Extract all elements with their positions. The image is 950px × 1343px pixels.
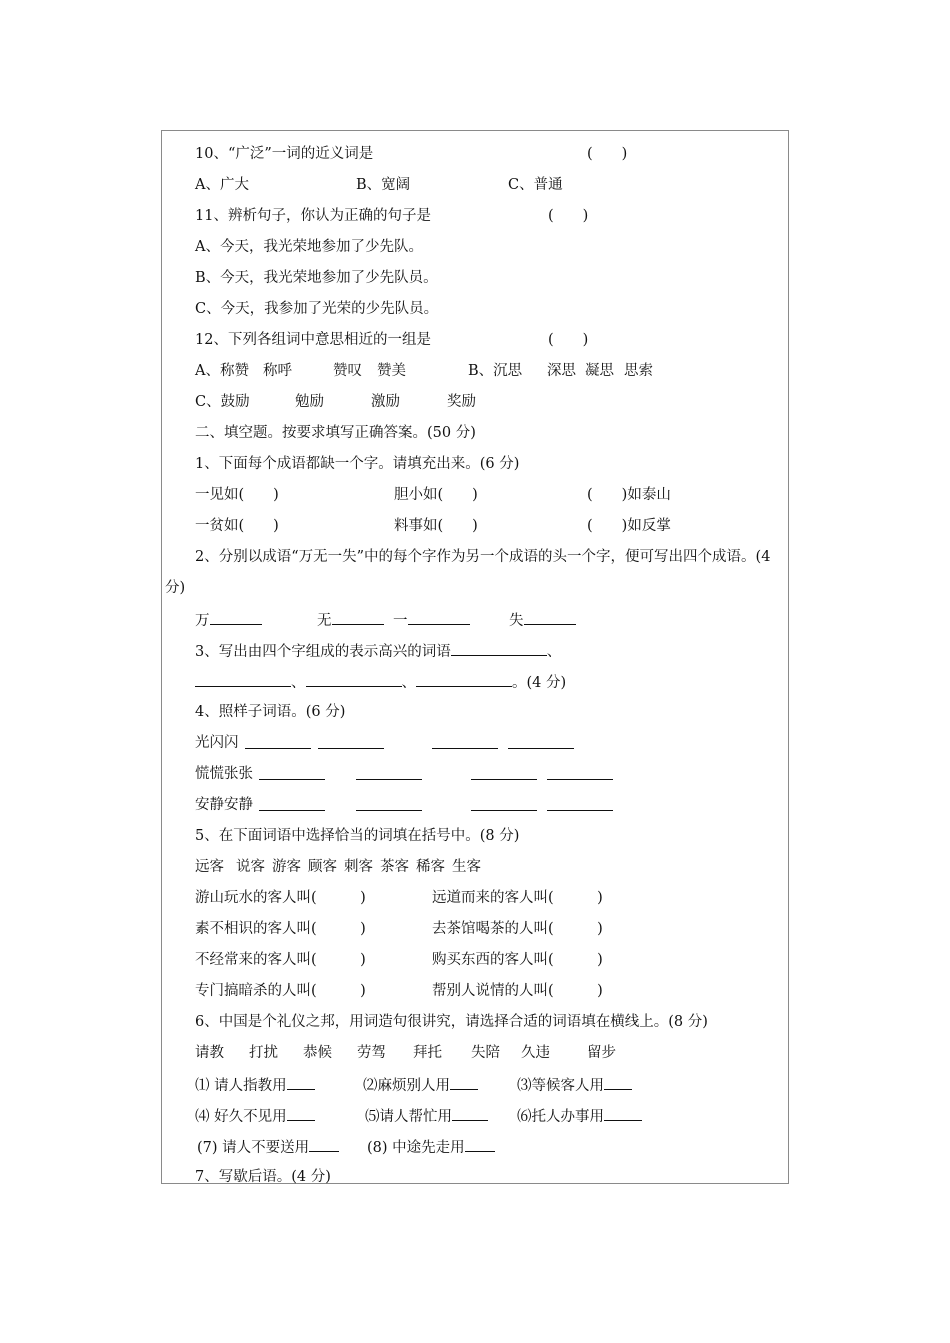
answer-line (471, 765, 537, 785)
idiom-blank: 一见如( ) (195, 487, 279, 503)
definition-blank: 专门搞暗杀的人叫( ) (195, 983, 366, 999)
example-word: 安静安静 (195, 797, 253, 813)
usage-blank: (7) 请人不要送用 (197, 1137, 339, 1157)
word: 茶客 (380, 859, 409, 875)
answer-line (471, 796, 537, 816)
fill-2-stem-cont: 分) (165, 580, 186, 596)
fill-3-stem: 3、写出由四个字组成的表示高兴的词语 、 (195, 641, 561, 661)
answer-line (432, 734, 498, 754)
example-word: 光闪闪 (195, 735, 239, 751)
answer-line (547, 765, 613, 785)
answer-line (547, 796, 613, 816)
word: 远客 (195, 859, 224, 875)
option-word: 深思 (547, 363, 576, 379)
idiom-start: 无 (317, 610, 384, 630)
fill-6-stem: 6、中国是个礼仪之邦，用词造句很讲究，请选择合适的词语填在横线上。(8 分) (195, 1014, 708, 1030)
option-a: A、广大 (195, 177, 249, 193)
usage-blank: ⑶等候客人用 (517, 1075, 632, 1095)
idiom-blank: ( )如反掌 (587, 518, 671, 534)
fill-2-stem: 2、分别以成语“万无一失”中的每个字作为另一个成语的头一个字，便可写出四个成语。(4 (195, 549, 771, 565)
fill-4-stem: 4、照样子词语。(6 分) (195, 704, 346, 720)
example-word: 慌慌张张 (195, 766, 253, 782)
word-bank-item: 劳驾 (357, 1045, 386, 1061)
option-b: B、今天，我光荣地参加了少先队员。 (195, 270, 438, 286)
word: 生客 (452, 859, 481, 875)
section-title: 二、填空题。按要求填写正确答案。(50 分) (195, 425, 476, 441)
idiom-blank: 一贫如( ) (195, 518, 279, 534)
answer-line (356, 796, 422, 816)
word-bank-item: 拜托 (413, 1045, 442, 1061)
idiom-start: 万 (195, 610, 262, 630)
option-b: B、宽阔 (356, 177, 411, 193)
idiom-blank: ( )如泰山 (587, 487, 671, 503)
question-10-stem: 10、“广泛”一词的近义词是 (195, 146, 374, 162)
option-c: C、普通 (508, 177, 563, 193)
definition-blank: 远道而来的客人叫( ) (432, 890, 603, 906)
idiom-blank: 料事如( ) (394, 518, 478, 534)
usage-blank: ⑷ 好久不见用 (195, 1106, 315, 1126)
option-word: 凝思 (585, 363, 614, 379)
fill-3-blanks: 、 、 。(4 分) (195, 672, 566, 692)
word-bank-item: 请教 (195, 1045, 224, 1061)
usage-blank: ⑵麻烦别人用 (363, 1075, 478, 1095)
word: 稀客 (416, 859, 445, 875)
definition-blank: 素不相识的客人叫( ) (195, 921, 366, 937)
fill-7-stem: 7、写歇后语。(4 分) (195, 1169, 331, 1185)
definition-blank: 不经常来的客人叫( ) (195, 952, 366, 968)
idiom-start: 一 (393, 610, 470, 630)
option-word: 赞美 (377, 363, 406, 379)
usage-blank: (8) 中途先走用 (367, 1137, 495, 1157)
option-c: C、今天，我参加了光荣的少先队员。 (195, 301, 439, 317)
answer-line (259, 765, 325, 785)
option-word: 勉励 (295, 394, 324, 410)
answer-line (245, 734, 311, 754)
usage-blank: ⑸请人帮忙用 (365, 1106, 488, 1126)
word-bank-item: 留步 (587, 1045, 616, 1061)
answer-line (318, 734, 384, 754)
fill-1-stem: 1、下面每个成语都缺一个字。请填充出来。(6 分) (195, 456, 520, 472)
fill-5-stem: 5、在下面词语中选择恰当的词填在括号中。(8 分) (195, 828, 520, 844)
answer-line (508, 734, 574, 754)
word-bank-item: 恭候 (303, 1045, 332, 1061)
option-word: 思索 (624, 363, 653, 379)
definition-blank: 帮别人说情的人叫( ) (432, 983, 603, 999)
definition-blank: 购买东西的客人叫( ) (432, 952, 603, 968)
word-bank-item: 久违 (521, 1045, 550, 1061)
word: 说客 (236, 859, 265, 875)
option-word: 奖励 (447, 394, 476, 410)
answer-paren: ( ) (548, 208, 589, 224)
idiom-start: 失 (509, 610, 576, 630)
word-bank (195, 858, 481, 876)
word-bank-item: 失陪 (471, 1045, 500, 1061)
word: 游客 (272, 859, 301, 875)
option-word: 称呼 (263, 363, 292, 379)
usage-blank: ⑹托人办事用 (517, 1106, 642, 1126)
answer-paren: ( ) (587, 146, 628, 162)
option-word: C、鼓励 (195, 394, 250, 410)
definition-blank: 游山玩水的客人叫( ) (195, 890, 366, 906)
word-bank-item: 打扰 (249, 1045, 278, 1061)
answer-line (259, 796, 325, 816)
option-a: A、今天，我光荣地参加了少先队。 (195, 239, 423, 255)
option-word: 赞叹 (333, 363, 362, 379)
question-11-stem: 11、辨析句子，你认为正确的句子是 (195, 208, 431, 224)
answer-paren: ( ) (548, 332, 589, 348)
idiom-blank: 胆小如( ) (394, 487, 478, 503)
option-word: B、沉思 (468, 363, 523, 379)
option-word: A、称赞 (195, 363, 249, 379)
question-12-stem: 12、下列各组词中意思相近的一组是 (195, 332, 431, 348)
definition-blank: 去茶馆喝茶的人叫( ) (432, 921, 603, 937)
answer-line (356, 765, 422, 785)
usage-blank: ⑴ 请人指教用 (195, 1075, 315, 1095)
word: 刺客 (344, 859, 373, 875)
word: 顾客 (308, 859, 337, 875)
option-word: 激励 (371, 394, 400, 410)
